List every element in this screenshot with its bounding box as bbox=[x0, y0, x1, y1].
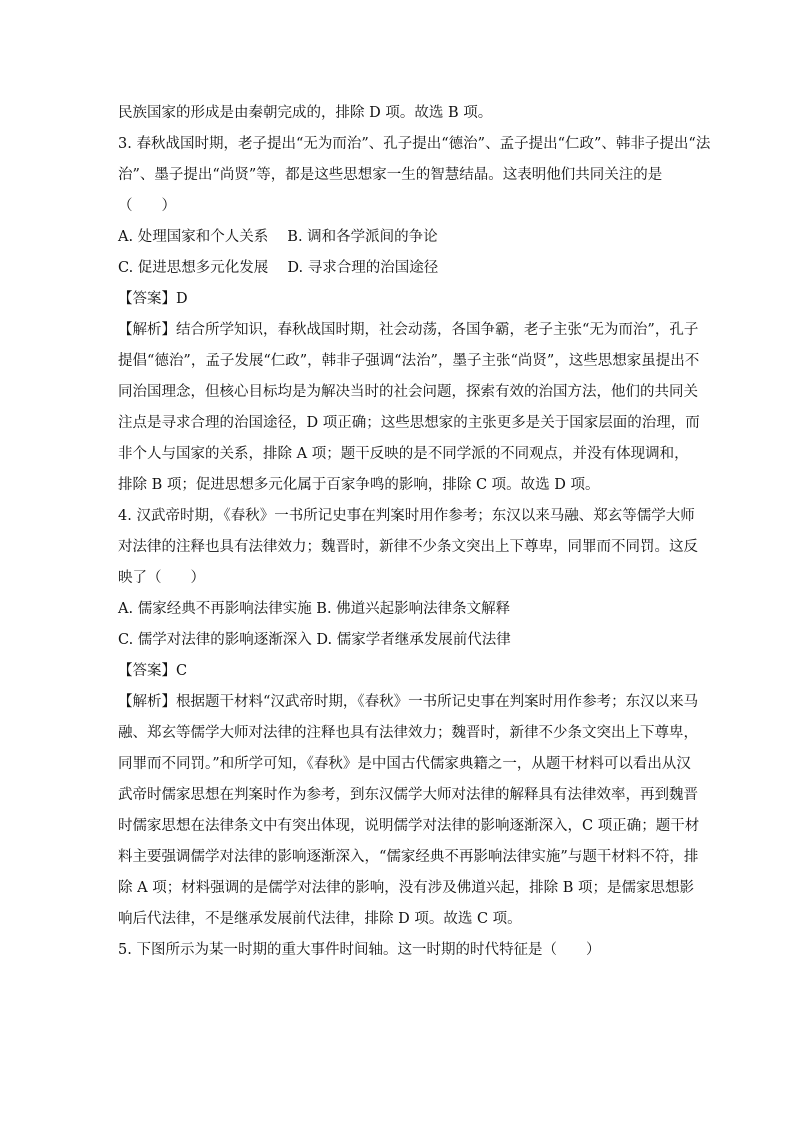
question-3-stem: 3. 春秋战国时期，老子提出“无为而治”、孔子提出“德治”、孟子提出“仁政”、韩非子提出“法 bbox=[118, 136, 711, 152]
question-3-analysis: 同治国理念，但核心目标均是为解决当时的社会问题，探索有效的治国方法，他们的共同关 bbox=[118, 384, 698, 400]
question-4-analysis: 料主要强调儒学对法律的影响逐渐深入，“儒家经典不再影响法律实施”与题干材料不符，排 bbox=[118, 849, 699, 865]
question-4-answer: 【答案】C bbox=[118, 663, 188, 679]
question-4-analysis: 武帝时儒家思想在判案时作为参考，到东汉儒学大师对法律的解释具有法律效率，再到魏晋 bbox=[118, 787, 698, 803]
question-3-options: C. 促进思想多元化发展 D. 寻求合理的治国途径 bbox=[118, 260, 439, 276]
question-4-analysis: 同罪而不同罚。”和所学可知，《春秋》是中国古代儒家典籍之一，从题干材料可以看出从汉 bbox=[118, 756, 691, 772]
question-3-analysis: 提倡“德治”，孟子发展“仁政”，韩非子强调“法治”，墨子主张“尚贤”，这些思想家虽提出不 bbox=[118, 353, 700, 369]
question-3-analysis: 排除 B 项；促进思想多元化属于百家争鸣的影响，排除 C 项。故选 D 项。 bbox=[118, 477, 600, 493]
question-3-analysis: 注点是寻求合理的治国途径，D 项正确；这些思想家的主张更多是关于国家层面的治理，而 bbox=[118, 415, 700, 431]
question-4-stem: 4. 汉武帝时期，《春秋》一书所记史事在判案时用作参考；东汉以来马融、郑玄等儒学大师 bbox=[118, 508, 695, 524]
question-4-analysis: 【解析】根据题干材料“汉武帝时期，《春秋》一书所记史事在判案时用作参考；东汉以来马 bbox=[118, 694, 699, 710]
question-3-analysis: 非个人与国家的关系，排除 A 项；题干反映的是不同学派的不同观点，并没有体现调和， bbox=[118, 446, 689, 462]
question-4-analysis: 响后代法律，不是继承发展前代法律，排除 D 项。故选 C 项。 bbox=[118, 911, 522, 927]
question-4-options: C. 儒学对法律的影响逐渐深入 D. 儒家学者继承发展前代法律 bbox=[118, 632, 511, 648]
text-line: 民族国家的形成是由秦朝完成的，排除 D 项。故选 B 项。 bbox=[118, 105, 493, 121]
question-3-options: A. 处理国家和个人关系 B. 调和各学派间的争论 bbox=[118, 229, 438, 245]
question-4-analysis: 时儒家思想在法律条文中有突出体现，说明儒学对法律的影响逐渐深入，C 项正确；题干材 bbox=[118, 818, 700, 834]
question-4-stem: 对法律的注释也具有法律效力；魏晋时，新律不少条文突出上下尊卑，同罪而不同罚。这反 bbox=[118, 539, 698, 555]
question-4-analysis: 除 A 项；材料强调的是儒学对法律的影响，没有涉及佛道兴起，排除 B 项；是儒家思想影 bbox=[118, 880, 695, 896]
question-3-blank: （ ） bbox=[118, 198, 176, 214]
question-4-options: A. 儒家经典不再影响法律实施 B. 佛道兴起影响法律条文解释 bbox=[118, 601, 511, 617]
question-3-answer: 【答案】D bbox=[118, 291, 188, 307]
question-4-analysis: 融、郑玄等儒学大师对法律的注释也具有法律效力；魏晋时，新律不少条文突出上下尊卑， bbox=[118, 725, 698, 741]
question-5-stem: 5. 下图所示为某一时期的重大事件时间轴。这一时期的时代特征是（ ） bbox=[118, 942, 601, 958]
question-3-analysis: 【解析】结合所学知识，春秋战国时期，社会动荡，各国争霸，老子主张“无为而治”，孔子 bbox=[118, 322, 699, 338]
question-3-stem: 治”、墨子提出“尚贤”等，都是这些思想家一生的智慧结晶。这表明他们共同关注的是 bbox=[118, 167, 663, 183]
question-4-stem: 映了（ ） bbox=[118, 570, 205, 586]
